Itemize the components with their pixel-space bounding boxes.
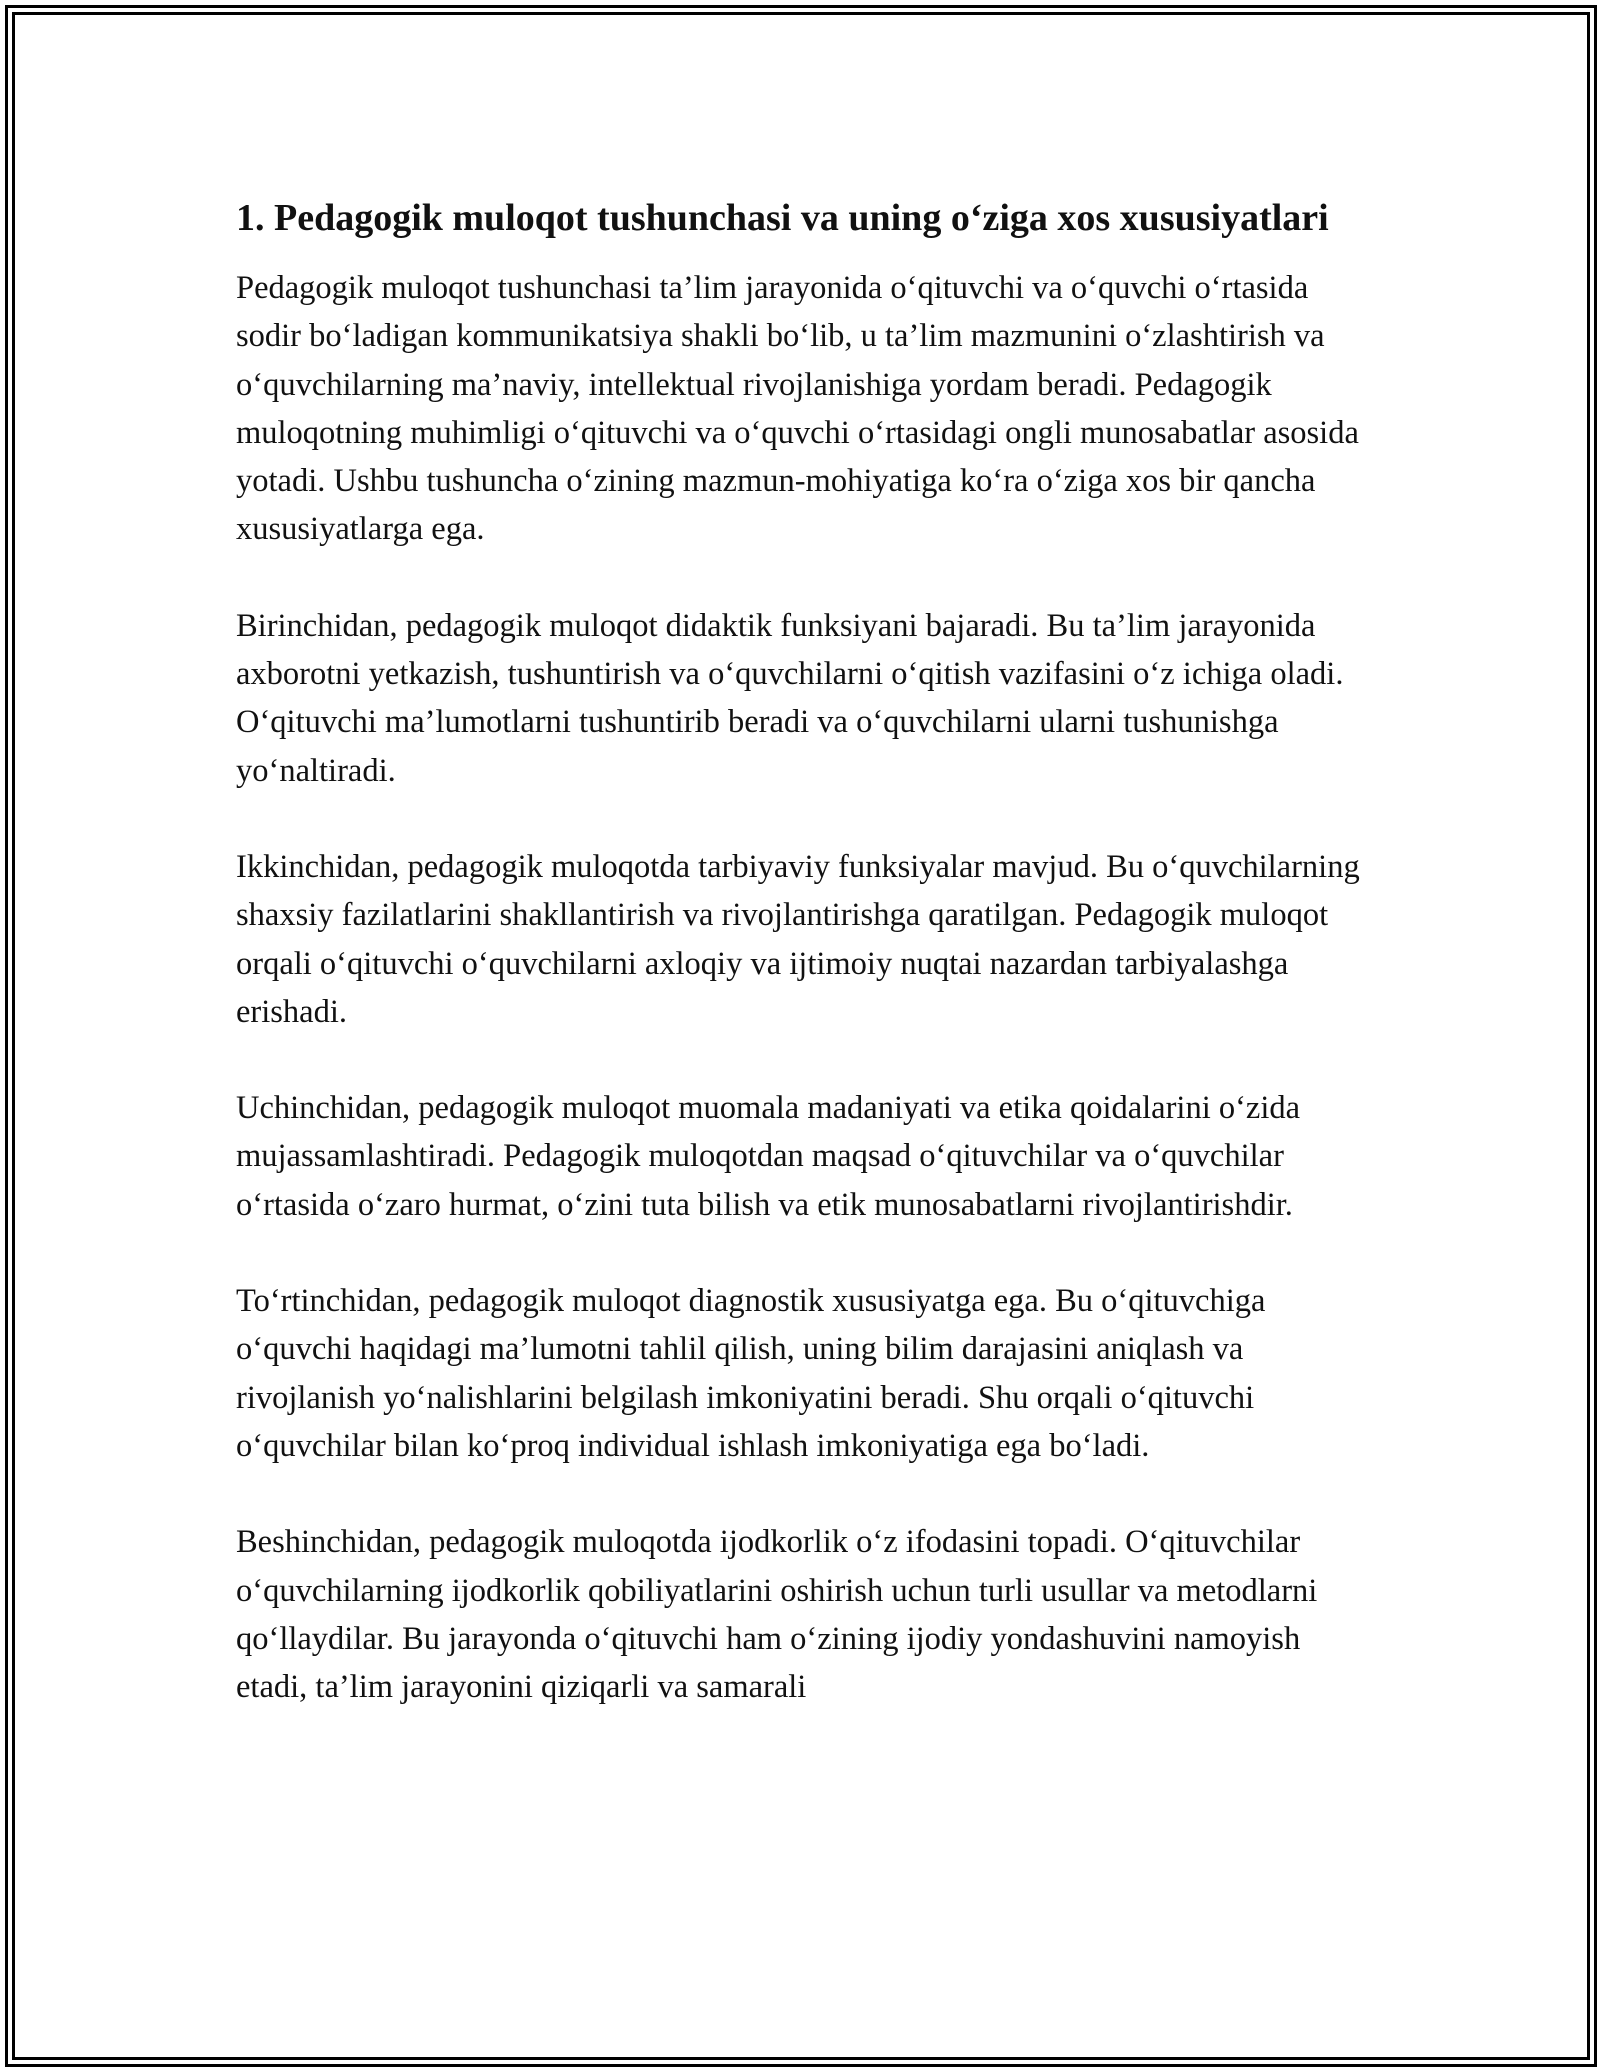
document-body [236,190,1376,1759]
paragraph-intro: Pedagogik muloqot tushunchasi ta’lim jarayonida o‘qituvchi va o‘quvchi o‘rtasida sodir bo‘ladigan kommunikatsiya shakli bo‘lib, u ta’lim mazmunini o‘zlashtirish va o‘quvchilarning ma’naviy, intellektual rivojlanishiga yordam beradi. Pedagogik muloqotning muhimligi o‘qituvchi va o‘quvchi o‘rtasidagi ongli munosabatlar asosida yotadi. Ushbu tushuncha o‘zining mazmun-mohiyatiga ko‘ra o‘ziga xos bir qancha xususiyatlarga ega. [236,270,1359,548]
paragraph-third: Uchinchidan, pedagogik muloqot muomala madaniyati va etika qoidalarini o‘zida mujassamlashtiradi. Pedagogik muloqotdan maqsad o‘qituvchilar va o‘quvchilar o‘rtasida o‘zaro hurmat, o‘zini tuta bilish va etik munosabatlarni rivojlantirishdir. [236,1090,1301,1223]
paragraph-first: Birinchidan, pedagogik muloqot didaktik funksiyani bajaradi. Bu ta’lim jarayonida axborotni yetkazish, tushuntirish va o‘quvchilarni o‘qitish vazifasini o‘z ichiga oladi. O‘qituvchi ma’lumotlarni tushuntirib beradi va o‘quvchilarni ularni tushunishga yo‘naltiradi. [236,607,1344,789]
section-heading: 1. Pedagogik muloqot tushunchasi va uning o‘ziga xos xususiyatlari [236,197,1329,239]
paragraph-fifth: Beshinchidan, pedagogik muloqotda ijodkorlik o‘z ifodasini topadi. O‘qituvchilar o‘quvchilarning ijodkorlik qobiliyatlarini oshirish uchun turli usullar va metodlarni qo‘llaydilar. Bu jarayonda o‘qituvchi ham o‘zining ijodiy yondashuvini namoyish etadi, ta’lim jarayonini qiziqarli va samarali [236,1524,1318,1706]
paragraph-second: Ikkinchidan, pedagogik muloqotda tarbiyaviy funksiyalar mavjud. Bu o‘quvchilarning shaxsiy fazilatlarini shakllantirish va rivojlantirishga qaratilgan. Pedagogik muloqot orqali o‘qituvchi o‘quvchilarni axloqiy va ijtimoiy nuqtai nazardan tarbiyalashga erishadi. [236,848,1360,1030]
paragraph-fourth: To‘rtinchidan, pedagogik muloqot diagnostik xususiyatga ega. Bu o‘qituvchiga o‘quvchi haqidagi ma’lumotni tahlil qilish, uning bilim darajasini aniqlash va rivojlanish yo‘nalishlarini belgilash imkoniyatini beradi. Shu orqali o‘qituvchi o‘quvchilar bilan ko‘proq individual ishlash imkoniyatiga ega bo‘ladi. [236,1283,1266,1464]
